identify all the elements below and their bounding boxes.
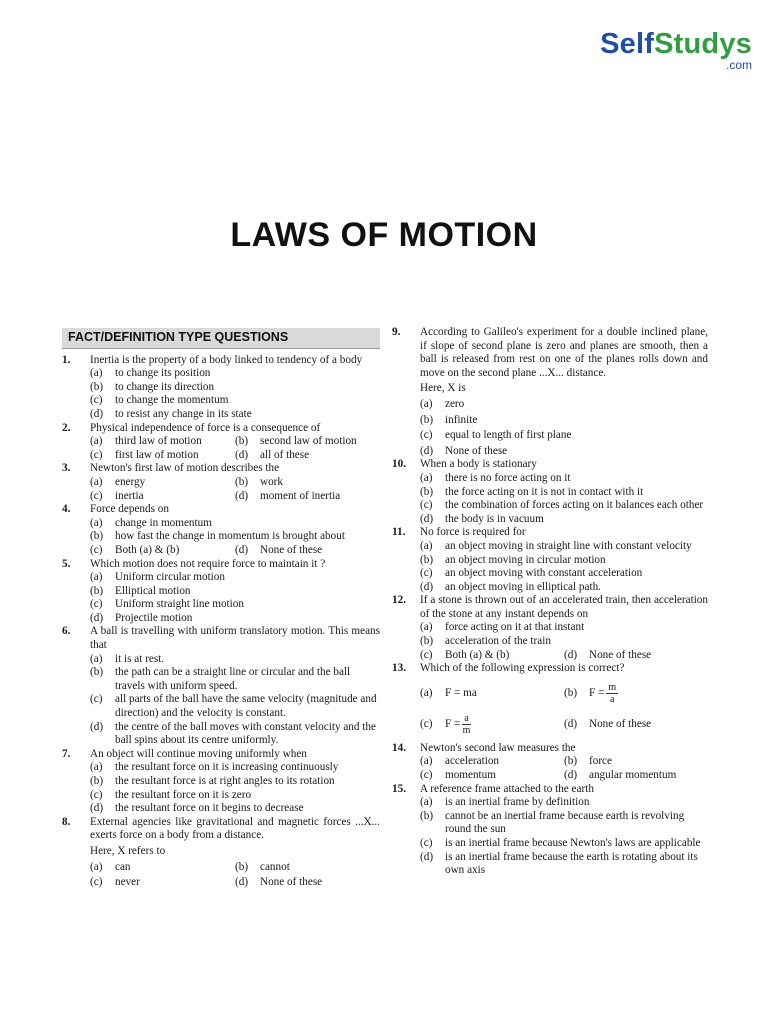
q10-option-d: (d) the body is in vacuum bbox=[420, 512, 544, 525]
q15-option-d: (d) is an inertial frame because the earth is rotating about its own axis bbox=[420, 850, 698, 877]
q12-option-a: (a) force acting on it at that instant bbox=[420, 621, 585, 634]
question-11: 11. No force is required for bbox=[392, 526, 526, 539]
section-heading: FACT/DEFINITION TYPE QUESTIONS bbox=[62, 328, 380, 349]
q11-option-b: (b) an object moving in circular motion bbox=[420, 553, 606, 566]
q14-options-row-2: (c) momentum (d) angular momentum bbox=[420, 769, 677, 782]
q12-options-row-cd: (c) Both (a) & (b) (d) None of these bbox=[420, 648, 652, 661]
q14-options-row-1: (a) acceleration (b) force bbox=[420, 755, 612, 768]
q7-option-d: (d) the resultant force on it begins to decrease bbox=[90, 802, 304, 815]
logo-domain-text: .com bbox=[725, 58, 752, 72]
question-12: 12. If a stone is thrown out of an accelerated train, then acceleration of the stone at any instant depends on bbox=[392, 594, 708, 620]
q7-option-c: (c) the resultant force on it is zero bbox=[90, 788, 252, 801]
q15-option-b: (b) cannot be an inertial frame because earth is revolving round the sun bbox=[420, 809, 685, 836]
q15-option-c: (c) is an inertial frame because Newton's laws are applicable bbox=[420, 837, 701, 849]
question-4: 4. Force depends on bbox=[62, 503, 169, 516]
q10-option-c: (c) the combination of forces acting on it balances each other bbox=[420, 499, 704, 512]
q11-option-d: (d) an object moving in elliptical path. bbox=[420, 580, 601, 593]
q13-c-fraction: $\frac{a}{m}$ bbox=[462, 712, 471, 736]
logo-studys-text: Studys bbox=[654, 28, 752, 60]
question-14: 14. Newton's second law measures the bbox=[392, 741, 576, 754]
q1-option-c: (c) to change the momentum bbox=[90, 394, 229, 407]
q11-option-a: (a) an object moving in straight line with constant velocity bbox=[420, 539, 692, 552]
q11-option-c: (c) an object moving with constant acceleration bbox=[420, 567, 643, 580]
left-column bbox=[62, 328, 380, 890]
q3-options-row-1: (a) energy (b) work bbox=[90, 475, 283, 488]
q5-option-a: (a) Uniform circular motion bbox=[90, 571, 225, 584]
q5-option-d: (d) Projectile motion bbox=[90, 611, 193, 624]
question-9: 9. According to Galileo's experiment for a double inclined plane, if slope of second plane is zero and planes are smooth, then a ball is released from rest on one of the planes rolls down and move on the second plane ...X... distance. bbox=[392, 326, 708, 379]
q6-option-c: (c) all parts of the ball have the same velocity (magnitude and direction) and the velocity is constant. bbox=[90, 693, 377, 720]
question-8: 8. External agencies like gravitational and magnetic forces ...X... exerts force on a body from a distance. bbox=[62, 815, 380, 842]
question-15: 15. A reference frame attached to the earth bbox=[392, 782, 594, 795]
question-1: 1. Inertia is the property of a body linked to tendency of a body bbox=[62, 353, 363, 366]
q9-option-c: (c) equal to length of first plane bbox=[420, 429, 572, 442]
q15-option-a: (a) is an inertial frame by definition bbox=[420, 796, 590, 809]
q1-option-a: (a) to change its position bbox=[90, 367, 211, 380]
right-column bbox=[392, 326, 708, 878]
q6-option-a: (a) it is at rest. bbox=[90, 652, 165, 665]
question-10: 10. When a body is stationary bbox=[392, 458, 537, 471]
q13-options-row-1: (a) F = ma (b) F = $\frac{m}{a}$ bbox=[420, 681, 617, 705]
q8-options-row-1: (a) can (b) cannot bbox=[90, 860, 290, 873]
question-5: 5. Which motion does not require force to maintain it ? bbox=[62, 557, 326, 570]
q12-option-b: (b) acceleration of the train bbox=[420, 635, 551, 648]
q9-here-line: Here, X is bbox=[420, 382, 466, 395]
q13-options-row-2: (c) F = $\frac{a}{m}$ (d) None of these bbox=[420, 712, 652, 736]
q13-b-fraction: $\frac{m}{a}$ bbox=[608, 681, 617, 705]
question-2: 2. Physical independence of force is a consequence of bbox=[62, 421, 321, 434]
page-title: LAWS OF MOTION bbox=[230, 216, 538, 254]
question-13: 13. Which of the following expression is correct? bbox=[392, 662, 625, 675]
q10-option-b: (b) the force acting on it is not in contact with it bbox=[420, 485, 644, 498]
q10-option-a: (a) there is no force acting on it bbox=[420, 471, 571, 484]
q6-option-d: (d) the centre of the ball moves with constant velocity and the ball spins about its centre uniformly. bbox=[90, 720, 376, 747]
q4-option-b: (b) how fast the change in momentum is brought about bbox=[90, 530, 345, 543]
q5-option-c: (c) Uniform straight line motion bbox=[90, 598, 244, 611]
question-7: 7. An object will continue moving uniformly when bbox=[62, 747, 307, 760]
q2-options-row-2: (c) first law of motion (d) all of these bbox=[90, 448, 310, 461]
q4-options-row-cd: (c) Both (a) & (b) (d) None of these bbox=[90, 543, 323, 556]
q4-option-a: (a) change in momentum bbox=[90, 516, 212, 529]
q3-options-row-2: (c) inertia (d) moment of inertia bbox=[90, 489, 341, 502]
q9-option-d: (d) None of these bbox=[420, 444, 508, 457]
q1-option-b: (b) to change its direction bbox=[90, 380, 215, 393]
q9-option-b: (b) infinite bbox=[420, 413, 478, 426]
q6-option-b: (b) the path can be a straight line or circular and the ball travels with uniform speed. bbox=[90, 666, 351, 692]
question-6: 6. A ball is travelling with uniform translatory motion. This means that bbox=[62, 625, 380, 652]
selfstudys-logo bbox=[600, 30, 752, 71]
q8-options-row-2: (c) never (d) None of these bbox=[90, 876, 323, 889]
q5-option-b: (b) Elliptical motion bbox=[90, 584, 191, 597]
q1-option-d: (d) to resist any change in its state bbox=[90, 407, 252, 420]
q7-option-a: (a) the resultant force on it is increasing continuously bbox=[90, 761, 339, 774]
q9-option-a: (a) zero bbox=[420, 397, 465, 410]
logo-self-text: Self bbox=[600, 28, 655, 60]
q8-here-line: Here, X refers to bbox=[90, 844, 166, 857]
q2-options-row-1: (a) third law of motion (b) second law of motion bbox=[90, 435, 357, 448]
q7-option-b: (b) the resultant force is at right angles to its rotation bbox=[90, 775, 335, 787]
question-3: 3. Newton's first law of motion describes the bbox=[62, 462, 280, 475]
